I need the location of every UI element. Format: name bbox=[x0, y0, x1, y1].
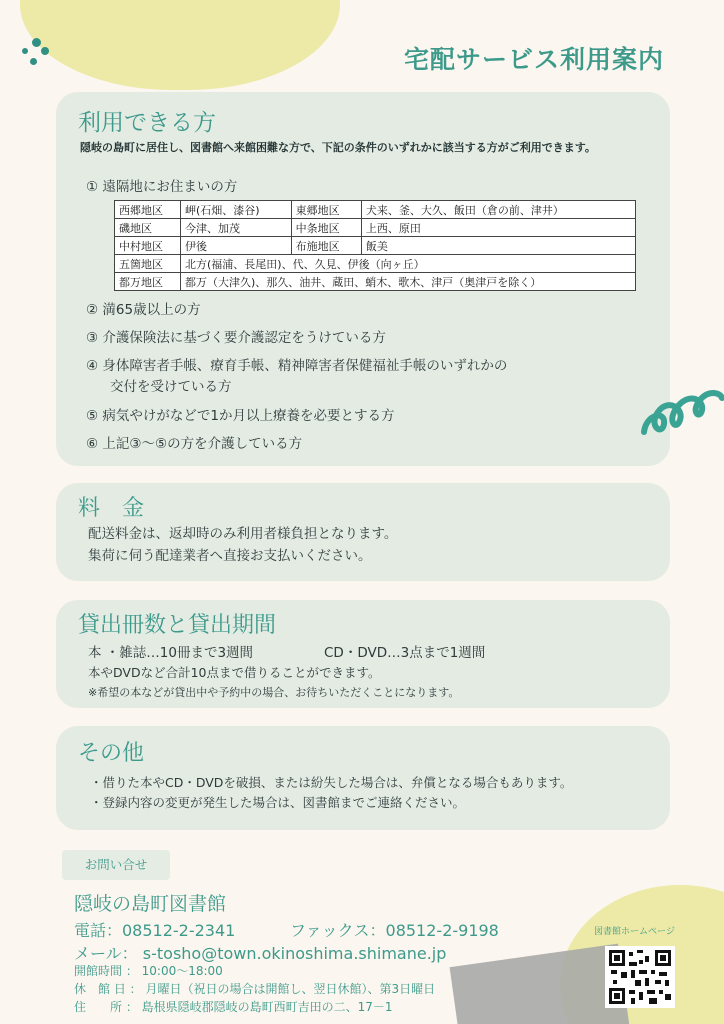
squiggle-decoration bbox=[640, 380, 724, 440]
area-district: 磯地区 bbox=[115, 219, 181, 237]
qr-code[interactable] bbox=[605, 946, 675, 1008]
eligibility-heading: 利用できる方 bbox=[78, 110, 216, 136]
contact-tag: お問い合せ bbox=[62, 850, 170, 880]
table-row bbox=[115, 255, 636, 273]
fee-line-1: 配送料金は、返却時のみ利用者様負担となります。 bbox=[88, 526, 398, 542]
table-row bbox=[115, 273, 636, 291]
fee-heading: 料 金 bbox=[78, 496, 145, 521]
loan-media: CD・DVD…3点まで1週間 bbox=[324, 645, 486, 661]
email-address[interactable]: メール： s-tosho@town.okinoshima.shimane.jp bbox=[74, 944, 447, 963]
eligibility-card bbox=[56, 92, 670, 466]
area-district: 西郷地区 bbox=[115, 201, 181, 219]
closed-days: 休 館 日 ： 月曜日（祝日の場合は開館し、翌日休館）、第3日曜日 bbox=[74, 982, 436, 996]
loan-total: 本やDVDなど合計10点まで借りることができます。 bbox=[88, 665, 381, 680]
area-places: 北方(福浦、長尾田)、代、久見、伊後（向ヶ丘） bbox=[181, 255, 636, 273]
other-line-2: ・登録内容の変更が発生した場合は、図書館までご連絡ください。 bbox=[90, 795, 466, 810]
area-places: 岬(石畑、漆谷) bbox=[181, 201, 292, 219]
area-places: 今津、加茂 bbox=[181, 219, 292, 237]
table-row bbox=[115, 201, 636, 219]
qr-code-icon bbox=[609, 950, 671, 1004]
condition-3: ③ 介護保険法に基づく要介護認定をうけている方 bbox=[86, 330, 386, 346]
area-district: 中村地区 bbox=[115, 237, 181, 255]
other-heading: その他 bbox=[78, 741, 145, 766]
loan-card bbox=[56, 600, 670, 708]
page-title: 宅配サービス利用案内 bbox=[403, 45, 664, 74]
other-line-1: ・借りた本やCD・DVDを破損、または紛失した場合は、弁償となる場合もあります。 bbox=[90, 775, 573, 790]
area-places: 都万（大津久)、那久、油井、蔵田、蛸木、歌木、津戸（奥津戸を除く） bbox=[181, 273, 636, 291]
condition-1: ① 遠隔地にお住まいの方 bbox=[86, 179, 238, 195]
eligibility-intro: 隠岐の島町に居住し、図書館へ来館困難な方で、下記の条件のいずれかに該当する方がご利用できます。 bbox=[80, 141, 596, 154]
opening-hours: 開館時間 ： 10:00～18:00 bbox=[74, 964, 223, 978]
condition-6: ⑥ 上記③～⑤の方を介護している方 bbox=[86, 436, 303, 452]
other-card bbox=[56, 726, 670, 830]
loan-note: ※希望の本などが貸出中や予約中の場合、お待ちいただくことになります。 bbox=[88, 686, 460, 699]
decor-grey-shape bbox=[450, 944, 631, 1024]
condition-2: ② 満65歳以上の方 bbox=[86, 302, 201, 318]
loan-heading: 貸出冊数と貸出期間 bbox=[78, 613, 277, 638]
table-row bbox=[115, 219, 636, 237]
loan-books: 本 ・雑誌…10冊まで3週間 bbox=[88, 645, 254, 661]
qr-label: 図書館ホームページ bbox=[594, 927, 675, 937]
area-district: 五箇地区 bbox=[115, 255, 181, 273]
area-places: 伊後 bbox=[181, 237, 292, 255]
fee-line-2: 集荷に伺う配達業者へ直接お支払いください。 bbox=[88, 548, 372, 564]
area-district: 都万地区 bbox=[115, 273, 181, 291]
area-district: 中条地区 bbox=[291, 219, 361, 237]
fax-number: ファックス：08512-2-9198 bbox=[290, 921, 499, 940]
phone-number: 電話：08512-2-2341 bbox=[74, 921, 236, 940]
condition-5: ⑤ 病気やけがなどで1か月以上療養を必要とする方 bbox=[86, 408, 395, 424]
area-table bbox=[114, 200, 636, 291]
area-places: 上西、原田 bbox=[361, 219, 635, 237]
fee-card bbox=[56, 483, 670, 581]
area-district: 布施地区 bbox=[291, 237, 361, 255]
area-district: 東郷地区 bbox=[291, 201, 361, 219]
condition-4: ④ 身体障害者手帳、療育手帳、精神障害者保健福祉手帳のいずれかの bbox=[86, 358, 508, 374]
table-row bbox=[115, 237, 636, 255]
condition-4-cont: 交付を受けている方 bbox=[110, 379, 232, 395]
library-name: 隠岐の島町図書館 bbox=[74, 893, 227, 915]
area-places: 飯美 bbox=[361, 237, 635, 255]
address: 住 所 ： 島根県隠岐郡隠岐の島町西町吉田の二、17－1 bbox=[74, 1000, 393, 1014]
area-places: 犬来、釜、大久、飯田（倉の前、津井） bbox=[361, 201, 635, 219]
